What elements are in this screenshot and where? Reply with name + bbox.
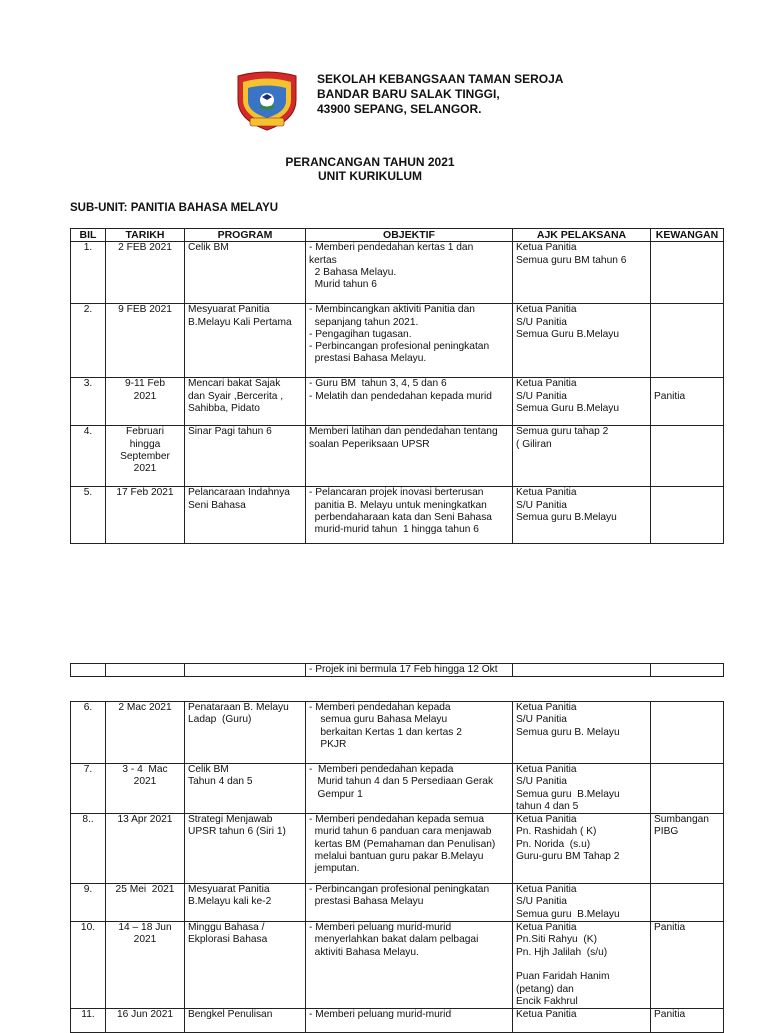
cell-program-line: Tahun 4 dan 5 bbox=[188, 776, 253, 788]
cell-objektif-line: prestasi Bahasa Melayu. bbox=[309, 353, 427, 365]
cell-program bbox=[185, 426, 306, 487]
cell-kewangan-line: Panitia bbox=[654, 390, 686, 402]
cell-ajk bbox=[513, 1009, 651, 1033]
cell-tarikh-line: 3 - 4 Mac bbox=[122, 764, 168, 775]
cell-objektif-line: panitia B. Melayu untuk meningkatkan bbox=[309, 499, 487, 511]
cell-ajk bbox=[513, 304, 651, 378]
cell-objektif-line: 2 Bahasa Melayu. bbox=[309, 266, 397, 278]
cell-program-line: Sinar Pagi tahun 6 bbox=[188, 426, 272, 438]
cell-ajk-line: Ketua Panitia bbox=[516, 487, 577, 499]
continuation-note: - Projek ini bermula 17 Feb hingga 12 Okt bbox=[306, 664, 513, 677]
cell-objektif-line: Murid tahun 4 dan 5 Persediaan Gerak bbox=[309, 776, 494, 788]
cell-objektif-line: sepanjang tahun 2021. bbox=[309, 316, 419, 328]
cell-ajk-line: Guru-guru BM Tahap 2 bbox=[516, 851, 620, 863]
header-bil: BIL bbox=[71, 229, 106, 242]
cell-bil bbox=[71, 242, 106, 304]
cell-objektif-line: - Pelancaran projek inovasi berterusan bbox=[309, 487, 484, 499]
cell-bil-line: 2. bbox=[83, 304, 93, 316]
cell-program-line: UPSR tahun 6 (Siri 1) bbox=[188, 826, 286, 838]
cell-program bbox=[185, 304, 306, 378]
cell-ajk-line: Semua Guru B.Melayu bbox=[516, 402, 620, 414]
table-header-row bbox=[71, 229, 724, 242]
cell-program bbox=[185, 922, 306, 1009]
table-row bbox=[71, 304, 724, 378]
cell-ajk-line: Pn. Norida (s.u) bbox=[516, 838, 591, 850]
cell-program-line: Sahibba, Pidato bbox=[188, 402, 260, 414]
cell-program bbox=[185, 1009, 306, 1033]
cell-ajk bbox=[513, 764, 651, 814]
cell-ajk-line: Semua guru tahap 2 bbox=[516, 426, 609, 438]
cell-tarikh bbox=[106, 487, 185, 544]
cell-bil bbox=[71, 702, 106, 764]
cell-bil-line: 4. bbox=[83, 426, 93, 438]
cell-objektif bbox=[306, 304, 513, 378]
cell-program-line: Mesyuarat Panitia bbox=[188, 884, 270, 896]
cell-objektif bbox=[306, 378, 513, 426]
cell-tarikh-line: 2021 bbox=[133, 776, 157, 788]
cell-ajk-line: Ketua Panitia bbox=[516, 884, 577, 896]
cell-bil-line: 5. bbox=[83, 487, 93, 499]
cell-kewangan bbox=[651, 426, 724, 487]
cell-ajk-line: S/U Panitia bbox=[516, 776, 567, 788]
cell-objektif-line: - Memberi pendedahan kepada bbox=[309, 702, 451, 713]
cell-ajk-line: Ketua Panitia bbox=[516, 922, 577, 934]
cell-program-line: Bengkel Penulisan bbox=[188, 1009, 273, 1021]
cell-ajk-line: S/U Panitia bbox=[516, 714, 567, 726]
cell-program bbox=[185, 764, 306, 814]
cell-tarikh-line: 9-11 Feb bbox=[124, 378, 166, 390]
cell-ajk-line: Ketua Panitia bbox=[516, 304, 577, 316]
table-row bbox=[71, 884, 724, 922]
cell-bil bbox=[71, 378, 106, 426]
cell-tarikh-line: 2 Mac 2021 bbox=[118, 702, 172, 713]
cell-objektif-line: - Melatih dan pendedahan kepada murid bbox=[309, 390, 492, 402]
cell-objektif-line: murid tahun 6 panduan cara menjawab bbox=[309, 826, 492, 838]
cell-program-line: Pelancaraan Indahnya bbox=[188, 487, 290, 499]
cell-bil bbox=[71, 814, 106, 884]
cell-objektif-line: - Perbincangan profesional peningkatan bbox=[309, 884, 490, 896]
cell-kewangan bbox=[651, 242, 724, 304]
cell-program bbox=[185, 702, 306, 764]
cell-objektif bbox=[306, 487, 513, 544]
cell-tarikh-line: 14 – 18 Jun bbox=[118, 922, 172, 934]
cell-ajk bbox=[513, 814, 651, 884]
cell-kewangan bbox=[651, 304, 724, 378]
cell-program bbox=[185, 884, 306, 922]
cell-kewangan bbox=[651, 884, 724, 922]
cell-tarikh-line: 9 FEB 2021 bbox=[118, 304, 172, 316]
document-title bbox=[240, 155, 500, 183]
cell-bil bbox=[71, 884, 106, 922]
school-name: SEKOLAH KEBANGSAAN TAMAN SEROJA bbox=[317, 72, 564, 86]
cell-program-line: B.Melayu Kali Pertama bbox=[188, 316, 292, 328]
cell-tarikh-line: Februari bbox=[126, 426, 164, 438]
cell-ajk-line: Semua guru B.Melayu bbox=[516, 788, 620, 800]
cell-objektif-line: perbendaharaan kata dan Seni Bahasa bbox=[309, 511, 492, 523]
cell-kewangan bbox=[651, 814, 724, 884]
cell-objektif-line: - Memberi peluang murid-murid bbox=[309, 922, 452, 934]
cell-objektif bbox=[306, 884, 513, 922]
cell-objektif-line: PKJR bbox=[309, 738, 347, 750]
cell-bil bbox=[71, 922, 106, 1009]
cell-tarikh bbox=[106, 764, 185, 814]
cell-tarikh bbox=[106, 426, 185, 487]
cell-ajk-line: Semua guru B.Melayu bbox=[516, 908, 620, 920]
cell-ajk-line: Semua guru BM tahun 6 bbox=[516, 254, 627, 266]
table-row bbox=[71, 242, 724, 304]
cell-objektif-line: prestasi Bahasa Melayu bbox=[309, 896, 424, 908]
cell-objektif-line: soalan Peperiksaan UPSR bbox=[309, 438, 430, 450]
cell-objektif bbox=[306, 764, 513, 814]
cell-ajk-line: Encik Fakhrul bbox=[516, 995, 578, 1007]
cell-program-line: Mencari bakat Sajak bbox=[188, 378, 281, 390]
table-row bbox=[71, 702, 724, 764]
cell-tarikh-line: 16 Jun 2021 bbox=[116, 1009, 174, 1021]
cell-ajk-line: Semua guru B.Melayu bbox=[516, 511, 617, 523]
plan-table-2 bbox=[70, 701, 724, 1033]
cell-objektif-line: berkaitan Kertas 1 dan kertas 2 bbox=[309, 726, 462, 738]
cell-ajk-line: S/U Panitia bbox=[516, 499, 567, 511]
cell-tarikh-line: 13 Apr 2021 bbox=[117, 814, 173, 826]
cell-ajk-line: Ketua Panitia bbox=[516, 242, 577, 254]
cell-bil-line: 6. bbox=[83, 702, 93, 713]
cell-program-line: Mesyuarat Panitia bbox=[188, 304, 270, 316]
cell-kewangan bbox=[651, 702, 724, 764]
cell-tarikh-line: 2021 bbox=[133, 390, 157, 402]
cell-kewangan-line: Panitia bbox=[654, 1009, 686, 1021]
table-row bbox=[71, 1009, 724, 1033]
cell-tarikh-line: hingga bbox=[129, 438, 161, 450]
cell-objektif-line: - Pengagihan tugasan. bbox=[309, 328, 412, 340]
cell-objektif-line: aktiviti Bahasa Melayu. bbox=[309, 946, 419, 958]
school-postcode: 43900 SEPANG, SELANGOR. bbox=[317, 102, 482, 116]
table-row bbox=[71, 764, 724, 814]
cell-ajk-line: Pn. Hjh Jalilah (s/u) bbox=[516, 946, 608, 958]
plan-table-continuation bbox=[70, 663, 724, 677]
cell-program-line: dan Syair ,Bercerita , bbox=[188, 390, 284, 402]
header-tarikh: TARIKH bbox=[106, 229, 185, 242]
cell-program-line: Penataraan B. Melayu bbox=[188, 702, 289, 713]
cell-kewangan-line: Panitia bbox=[654, 922, 686, 934]
cell-program bbox=[185, 378, 306, 426]
cell-bil-line: 9. bbox=[83, 884, 93, 896]
cell-objektif-line: - Perbincangan profesional peningkatan bbox=[309, 341, 490, 353]
cell-tarikh-line: 25 Mei 2021 bbox=[115, 884, 175, 896]
cell-objektif-line: kertas BM (Pemahaman dan Penulisan) bbox=[309, 838, 496, 850]
cell-program-line: Strategi Menjawab bbox=[188, 814, 273, 826]
cell-bil-line: 11. bbox=[81, 1009, 95, 1021]
cell-kewangan bbox=[651, 764, 724, 814]
cell-bil bbox=[71, 304, 106, 378]
cell-tarikh bbox=[106, 378, 185, 426]
cell-objektif-line: menyerlahkan bakat dalam pelbagai bbox=[309, 934, 479, 946]
cell-ajk-line: Pn.Siti Rahyu (K) bbox=[516, 934, 597, 946]
cell-bil-line: 3. bbox=[83, 378, 93, 390]
cell-objektif bbox=[306, 702, 513, 764]
cell-tarikh-line: September bbox=[120, 450, 170, 462]
cell-ajk-line: Ketua Panitia bbox=[516, 378, 577, 390]
table-row bbox=[71, 487, 724, 544]
cell-kewangan bbox=[651, 1009, 724, 1033]
cell-ajk bbox=[513, 487, 651, 544]
cell-program-line: Celik BM bbox=[188, 764, 229, 775]
cell-tarikh-line: 2021 bbox=[133, 934, 157, 946]
title-line-2: UNIT KURIKULUM bbox=[318, 169, 422, 183]
cell-objektif bbox=[306, 242, 513, 304]
cell-tarikh-line: 17 Feb 2021 bbox=[116, 487, 174, 499]
cell-objektif-line: Memberi latihan dan pendedahan tentang bbox=[309, 426, 498, 438]
cell-ajk bbox=[513, 426, 651, 487]
table-row bbox=[71, 378, 724, 426]
cell-ajk-line: tahun 4 dan 5 bbox=[516, 800, 579, 812]
cell-ajk bbox=[513, 922, 651, 1009]
cell-program bbox=[185, 487, 306, 544]
cell-kewangan-line bbox=[654, 378, 720, 390]
cell-ajk-line: ( Giliran bbox=[516, 438, 552, 450]
cell-bil-line: 7. bbox=[83, 764, 93, 775]
cell-ajk-line: S/U Panitia bbox=[516, 390, 567, 402]
cell-objektif bbox=[306, 1009, 513, 1033]
cell-ajk bbox=[513, 702, 651, 764]
cell-ajk-line: Puan Faridah Hanim bbox=[516, 971, 610, 983]
cell-ajk-line: Ketua Panitia bbox=[516, 702, 577, 713]
cell-objektif-line: Murid tahun 6 bbox=[309, 279, 377, 291]
plan-table-1 bbox=[70, 228, 724, 544]
cell-program bbox=[185, 242, 306, 304]
sub-unit-heading: SUB-UNIT: PANITIA BAHASA MELAYU bbox=[70, 202, 279, 214]
cell-ajk-line: Pn. Rashidah ( K) bbox=[516, 826, 597, 838]
header-objektif: OBJEKTIF bbox=[306, 229, 513, 242]
cell-kewangan bbox=[651, 487, 724, 544]
cell-objektif-line: - Membincangkan aktiviti Panitia dan bbox=[309, 304, 475, 316]
cell-bil-line: 1. bbox=[83, 242, 93, 254]
cell-objektif-line: kertas bbox=[309, 254, 337, 266]
cell-objektif-line: melalui bantuan guru pakar B.Melayu bbox=[309, 851, 484, 863]
cell-program-line: B.Melayu kali ke-2 bbox=[188, 896, 272, 908]
school-address bbox=[317, 72, 563, 117]
cell-bil bbox=[71, 426, 106, 487]
cell-ajk-line bbox=[516, 959, 647, 971]
header-program: PROGRAM bbox=[185, 229, 306, 242]
cell-ajk-line: Semua guru B. Melayu bbox=[516, 726, 620, 738]
cell-objektif bbox=[306, 426, 513, 487]
school-logo bbox=[232, 70, 302, 132]
cell-objektif-line: - Memberi pendedahan kertas 1 dan bbox=[309, 242, 474, 254]
cell-ajk-line: S/U Panitia bbox=[516, 316, 567, 328]
title-line-1: PERANCANGAN TAHUN 2021 bbox=[285, 155, 455, 169]
cell-kewangan bbox=[651, 922, 724, 1009]
cell-tarikh-line: 2 FEB 2021 bbox=[118, 242, 172, 254]
cell-objektif bbox=[306, 922, 513, 1009]
cell-objektif bbox=[306, 814, 513, 884]
cell-objektif-line: Gempur 1 bbox=[309, 788, 363, 800]
cell-ajk-line: Semua Guru B.Melayu bbox=[516, 328, 620, 340]
cell-ajk-line: Ketua Panitia bbox=[516, 764, 577, 775]
table-row bbox=[71, 426, 724, 487]
cell-kewangan-line: Sumbangan bbox=[654, 814, 709, 826]
cell-program-line: Celik BM bbox=[188, 242, 229, 254]
cell-objektif-line: - Memberi pendedahan kepada semua bbox=[309, 814, 484, 826]
cell-bil bbox=[71, 764, 106, 814]
cell-ajk bbox=[513, 884, 651, 922]
cell-ajk-line: Ketua Panitia bbox=[516, 1009, 577, 1021]
cell-bil-line: 8.. bbox=[82, 814, 94, 826]
cell-tarikh bbox=[106, 304, 185, 378]
cell-tarikh bbox=[106, 922, 185, 1009]
cell-kewangan bbox=[651, 378, 724, 426]
cell-objektif-line: - Guru BM tahun 3, 4, 5 dan 6 bbox=[309, 378, 447, 390]
cell-ajk bbox=[513, 378, 651, 426]
cell-program bbox=[185, 814, 306, 884]
cell-bil bbox=[71, 487, 106, 544]
table-row bbox=[71, 664, 724, 677]
cell-program-line: Ekplorasi Bahasa bbox=[188, 934, 268, 946]
cell-objektif-line: - Memberi peluang murid-murid bbox=[309, 1009, 452, 1021]
cell-ajk-line: (petang) dan bbox=[516, 983, 574, 995]
header-kewangan: KEWANGAN bbox=[651, 229, 724, 242]
cell-objektif-line: - Memberi pendedahan kepada bbox=[309, 764, 454, 775]
cell-objektif-line: jemputan. bbox=[309, 863, 360, 875]
cell-ajk-line: Ketua Panitia bbox=[516, 814, 577, 826]
table-row bbox=[71, 922, 724, 1009]
header-ajk: AJK PELAKSANA bbox=[513, 229, 651, 242]
cell-objektif-line: semua guru Bahasa Melayu bbox=[309, 714, 448, 726]
cell-kewangan-line: PIBG bbox=[654, 826, 679, 838]
cell-bil-line: 10. bbox=[80, 922, 96, 934]
cell-tarikh bbox=[106, 1009, 185, 1033]
cell-bil bbox=[71, 1009, 106, 1033]
cell-program-line: Minggu Bahasa / bbox=[188, 922, 265, 934]
table-row bbox=[71, 814, 724, 884]
school-town: BANDAR BARU SALAK TINGGI, bbox=[317, 87, 500, 101]
cell-program-line: Ladap (Guru) bbox=[188, 714, 252, 726]
cell-ajk bbox=[513, 242, 651, 304]
cell-objektif-line: murid-murid tahun 1 hingga tahun 6 bbox=[309, 524, 479, 536]
cell-tarikh bbox=[106, 242, 185, 304]
cell-tarikh bbox=[106, 814, 185, 884]
cell-tarikh-line: 2021 bbox=[133, 463, 157, 475]
cell-tarikh bbox=[106, 702, 185, 764]
cell-tarikh bbox=[106, 884, 185, 922]
cell-ajk-line: S/U Panitia bbox=[516, 896, 567, 908]
cell-program-line: Seni Bahasa bbox=[188, 499, 246, 511]
